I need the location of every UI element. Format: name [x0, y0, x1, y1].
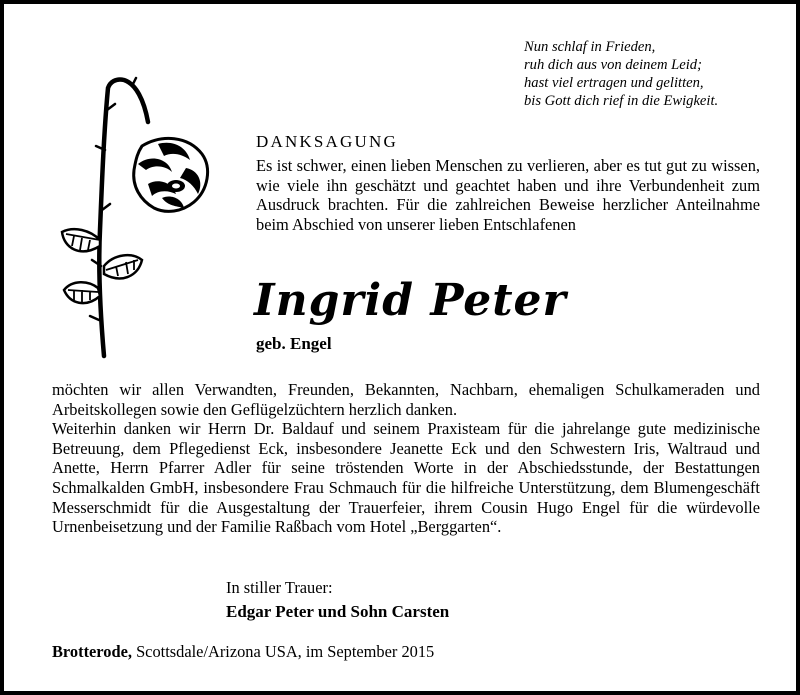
signers: Edgar Peter und Sohn Carsten	[226, 602, 450, 621]
poem-line: bis Gott dich rief in die Ewigkeit.	[524, 93, 719, 109]
birth-name: geb. Engel	[256, 334, 332, 353]
town: Brotterode,	[52, 642, 132, 661]
intro-text: Es ist schwer, einen lieben Menschen zu verlieren, aber es tut gut zu wissen, wie viele ihn geschätzt und geachtet haben und ihre Verbundenheit zum Ausdruck brachten. Für die zahlreichen Beweise herzlicher Anteilnahme beim Abschied von unserer lieben Entschlafenen	[256, 156, 760, 234]
deceased-name: Ingrid Peter	[254, 275, 567, 326]
drooping-rose-icon	[52, 70, 212, 360]
heading: DANKSAGUNG	[256, 132, 398, 151]
mourning-line: In stiller Trauer:	[226, 578, 333, 597]
poem-line: hast viel ertragen und gelitten,	[524, 75, 704, 91]
poem	[524, 38, 794, 110]
poem-line: Nun schlaf in Frieden,	[524, 39, 656, 55]
place-date	[52, 642, 434, 662]
thanks-paragraph: möchten wir allen Verwandten, Freunden, Bekannten, Nachbarn, ehemaligen Schulkameraden und Arbeitskollegen sowie den Geflügelzüchtern herzlich danken.	[52, 380, 760, 419]
poem-line: ruh dich aus von deinem Leid;	[524, 57, 702, 73]
thanks-paragraph: Weiterhin danken wir Herrn Dr. Baldauf und seinem Praxisteam für die jahrelange gute medizinische Betreuung, dem Pflegedienst Eck, insbesondere Jeanette Eck und den Schwestern Iris, Waltraud und Anette, Herrn Pfarrer Adler für seine tröstenden Worte in der Abschiedsstunde, der Bestattungen Schmalkalden GmbH, insbesondere Frau Schmauch für die hilfreiche Unterstützung, dem Blumengeschäft Messerschmidt für die Ausgestaltung der Trauerfeier, ihrem Cousin Hugo Engel für die würdevolle Urnenbeisetzung und der Familie Raßbach vom Hotel „Berggarten“.	[52, 419, 760, 537]
place-date-rest: Scottsdale/Arizona USA, im September 2015	[131, 642, 435, 661]
thanks-text	[52, 380, 760, 537]
